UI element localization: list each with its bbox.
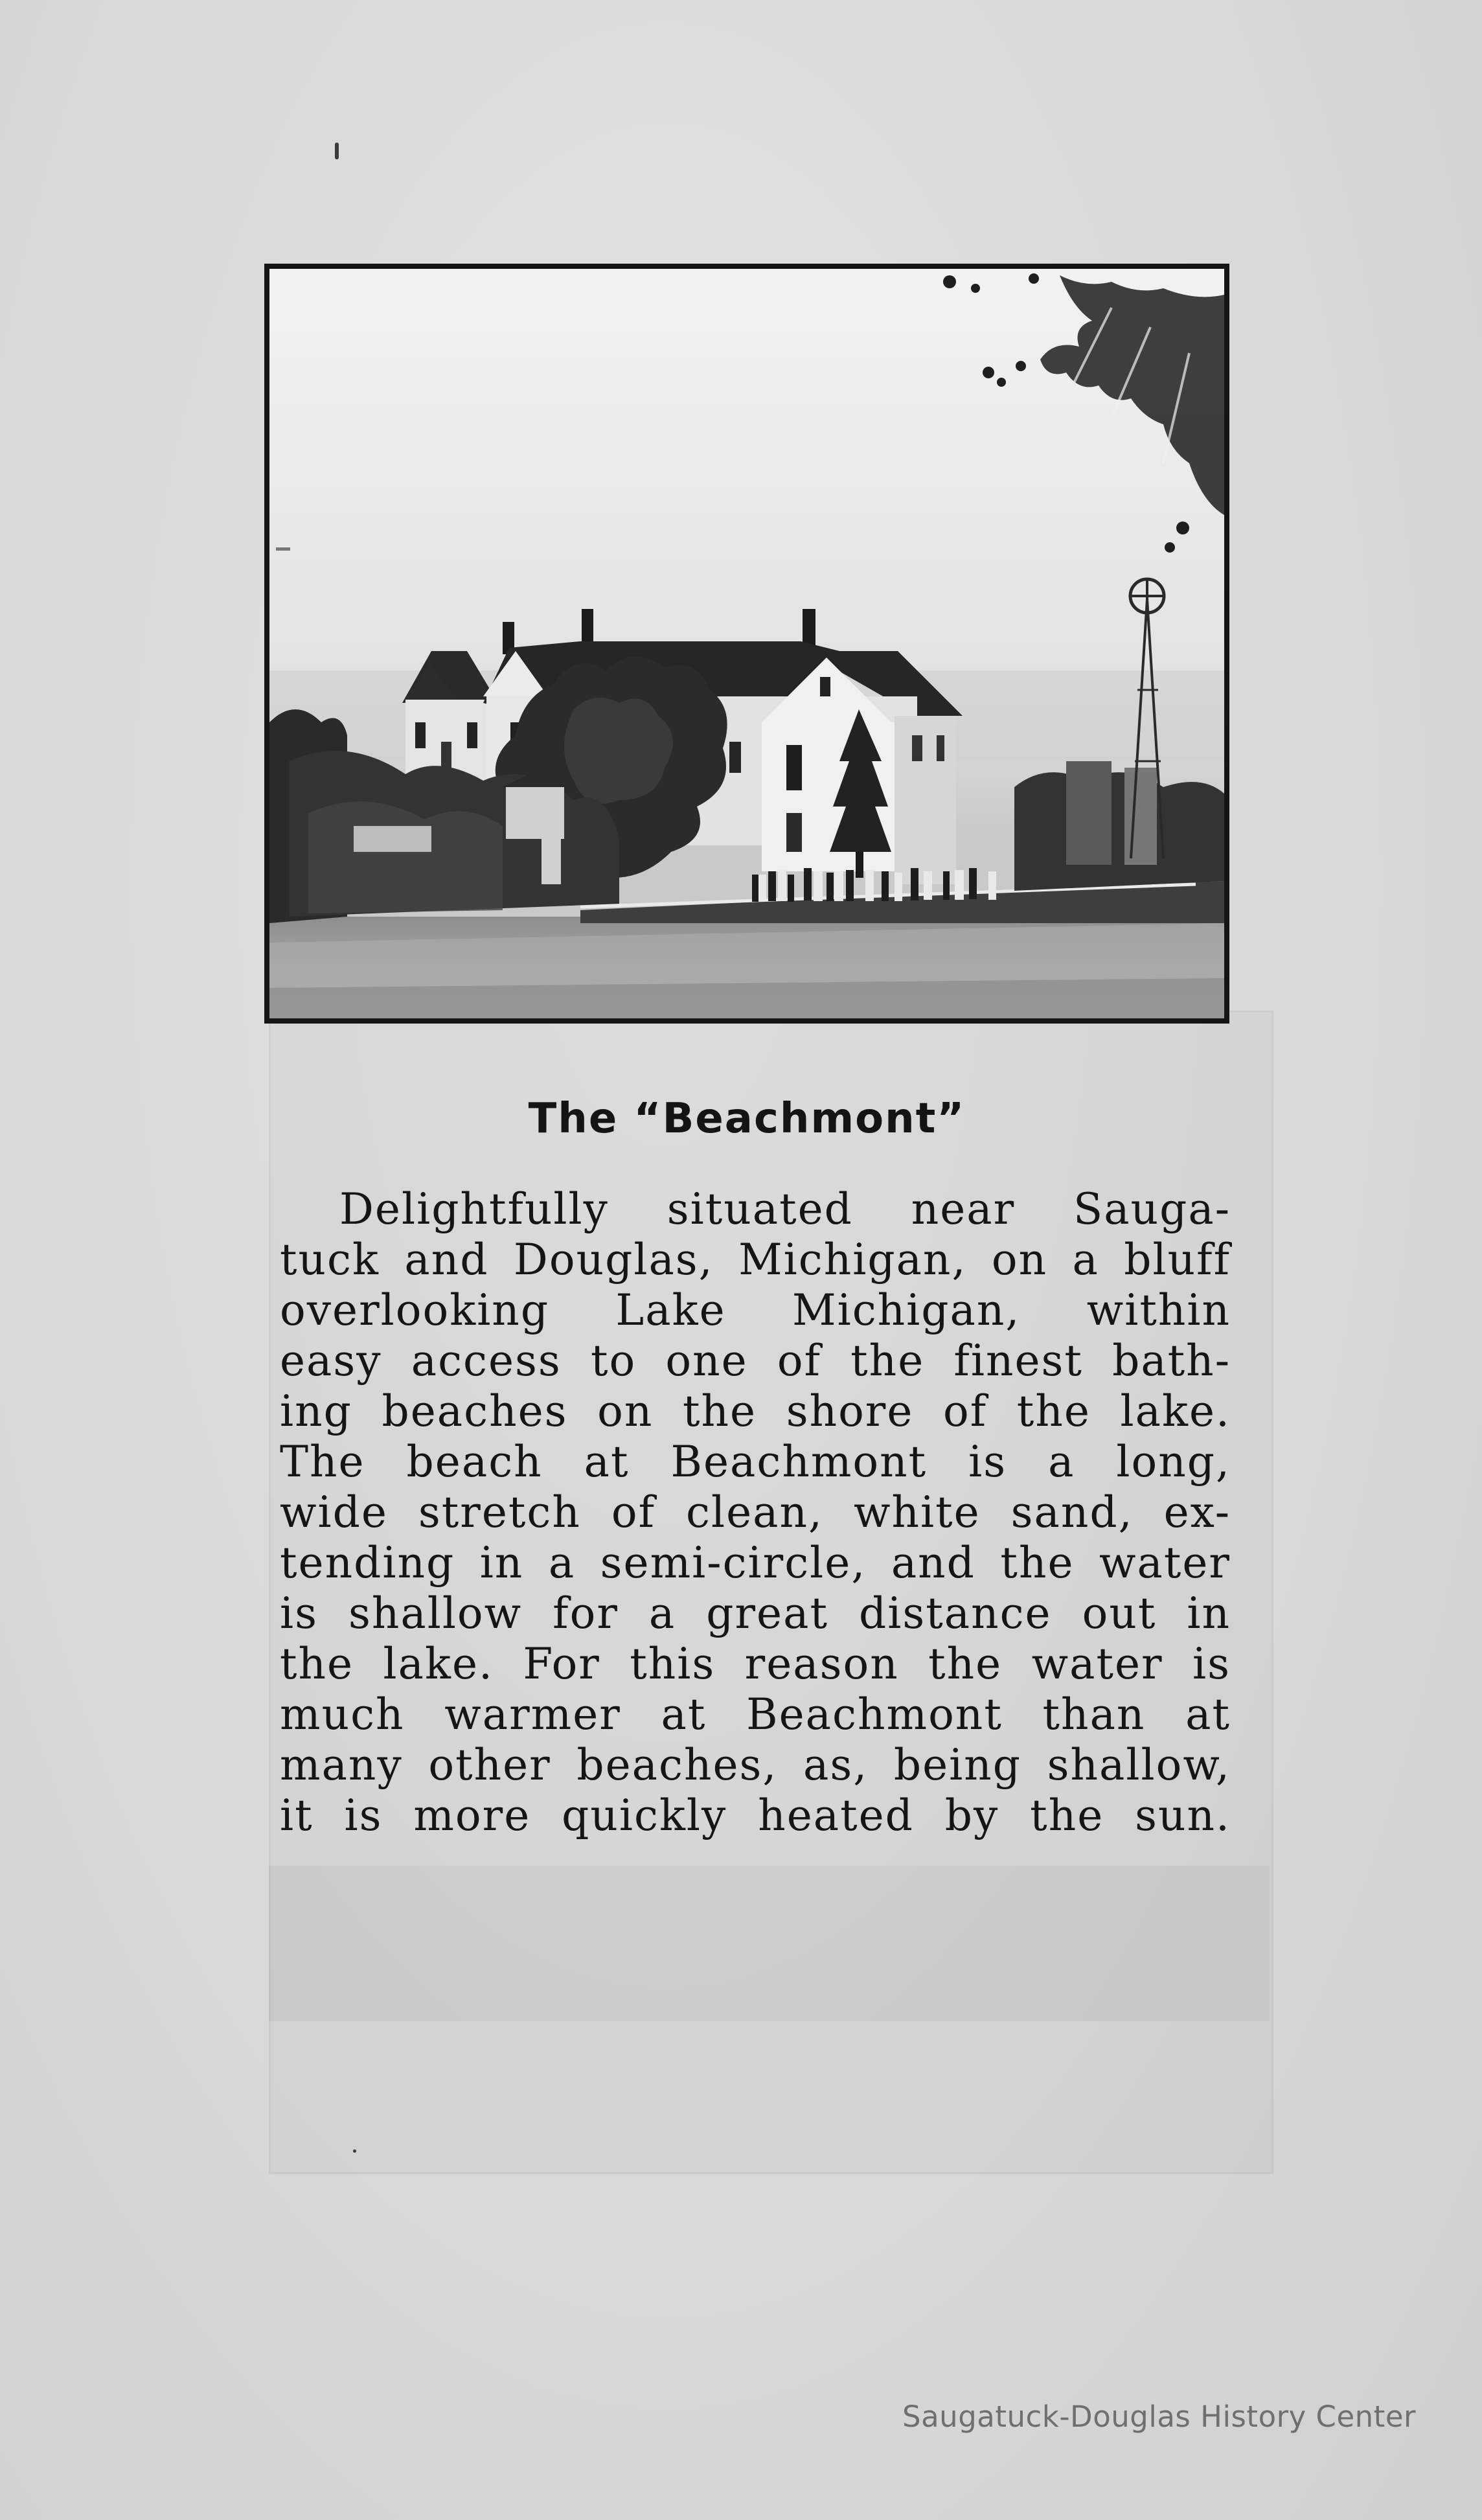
paragraph-line: ing beaches on the shore of the lake.	[280, 1386, 1231, 1436]
page-title: The “Beachmont”	[528, 1095, 966, 1143]
description-paragraph	[280, 1184, 1231, 1841]
paragraph-line: Delightfully situated near Sauga-	[339, 1184, 1231, 1234]
paragraph-line: easy access to one of the finest bath-	[280, 1336, 1231, 1386]
paragraph-line: it is more quickly heated by the sun.	[280, 1791, 1231, 1840]
paragraph-line: wide stretch of clean, white sand, ex-	[280, 1487, 1231, 1537]
paragraph-line: many other beaches, as, being shallow,	[280, 1740, 1231, 1790]
paragraph-line: overlooking Lake Michigan, within	[280, 1285, 1231, 1335]
paragraph-line: is shallow for a great distance out in	[280, 1588, 1231, 1638]
paragraph-line: much warmer at Beachmont than at	[280, 1690, 1231, 1739]
bleed-through-shadow-lower	[269, 1866, 1270, 2021]
paper-speck	[335, 143, 339, 159]
paragraph-line: tuck and Douglas, Michigan, on a bluff	[280, 1235, 1231, 1285]
archive-watermark: Saugatuck-Douglas History Center	[902, 2400, 1416, 2434]
beachmont-hotel-illustration	[269, 269, 1224, 1018]
hotel-photograph	[264, 264, 1229, 1024]
paragraph-line: tending in a semi-circle, and the water	[280, 1538, 1231, 1588]
paragraph-line: The beach at Beachmont is a long,	[280, 1437, 1231, 1487]
paper-speck	[353, 2149, 356, 2153]
paragraph-line: the lake. For this reason the water is	[280, 1639, 1231, 1689]
